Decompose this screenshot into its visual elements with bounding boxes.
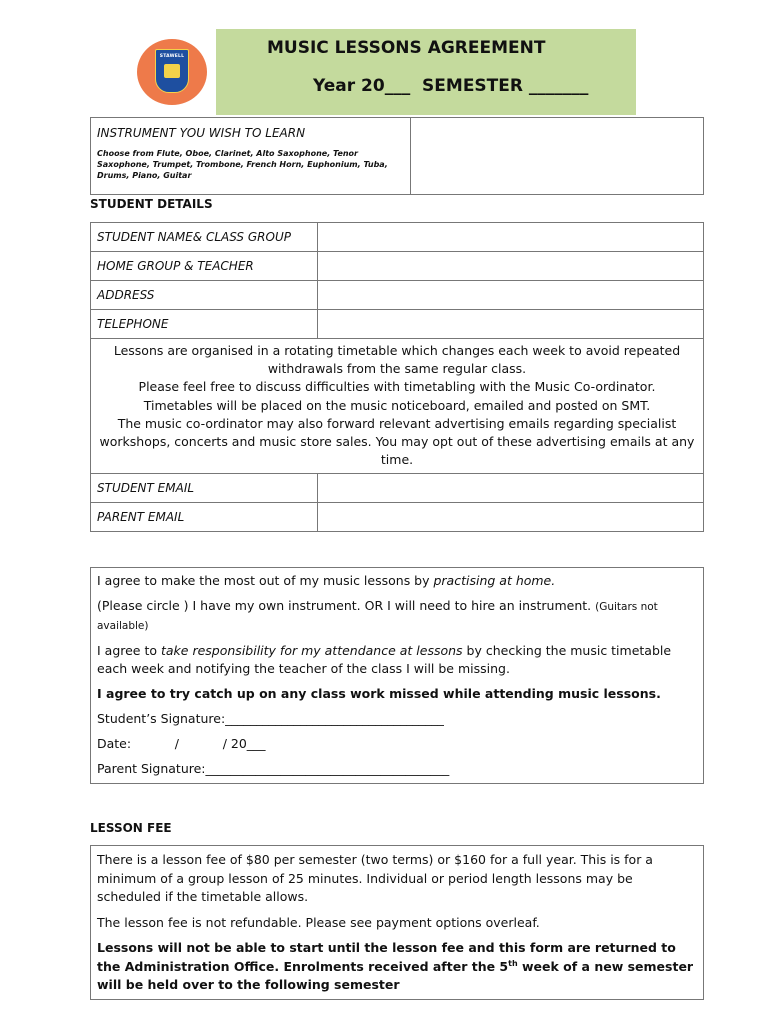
instrument-label: INSTRUMENT YOU WISH TO LEARN — [97, 126, 306, 140]
student-signature-line[interactable]: Student’s Signature:___________________________________ — [97, 711, 444, 726]
telephone-field[interactable] — [318, 310, 704, 339]
row-label: ADDRESS — [91, 281, 318, 310]
agreement-catch-up: I agree to try catch up on any class work missed while attending music lessons. — [97, 686, 661, 701]
parent-email-field[interactable] — [318, 503, 704, 532]
instrument-table — [90, 117, 704, 195]
instrument-input-cell[interactable] — [411, 118, 704, 195]
instrument-options: Choose from Flute, Oboe, Clarinet, Alto Saxophone, Tenor Saxophone, Trumpet, Trombone, French Horn, Euphonium, Tuba, Drums, Piano, Guitar — [97, 149, 388, 180]
lesson-fee-box — [90, 845, 704, 1000]
instrument-label-cell — [91, 118, 411, 195]
page-title: MUSIC LESSONS AGREEMENT — [267, 38, 546, 58]
student-name-field[interactable] — [318, 223, 704, 252]
student-details-table — [90, 222, 704, 532]
info-line: Timetables will be placed on the music noticeboard, emailed and posted on SMT. — [143, 397, 651, 413]
row-label: TELEPHONE — [91, 310, 318, 339]
address-field[interactable] — [318, 281, 704, 310]
fee-refund: The lesson fee is not refundable. Please see payment options overleaf. — [97, 914, 540, 930]
student-details-heading: STUDENT DETAILS — [90, 197, 213, 211]
school-logo — [137, 39, 207, 105]
row-label: PARENT EMAIL — [91, 503, 318, 532]
agreement-box — [90, 567, 704, 784]
timetable-info — [91, 339, 704, 474]
agreement-attendance: I agree to take responsibility for my attendance at lessons by checking the music timetable each week and notifying the teacher of the class I will be missing. — [97, 643, 672, 676]
year-semester-line: Year 20___ SEMESTER _______ — [313, 76, 589, 96]
parent-signature-line[interactable]: Parent Signature:_______________________________________ — [97, 761, 450, 776]
info-line: Please feel free to discuss difficulties with timetabling with the Music Co-ordinator. — [138, 379, 656, 395]
info-line: Lessons are organised in a rotating timetable which changes each week to avoid repeated withdrawals from the same regular class. — [113, 343, 681, 377]
logo-text: STAWELL — [159, 54, 185, 59]
fee-warning: Lessons will not be able to start until the lesson fee and this form are returned to the Administration Office. Enrolments received after the 5th week of a new semester will be held over to the following semester — [97, 940, 694, 992]
title-banner — [216, 29, 636, 115]
info-line: The music co-ordinator may also forward relevant advertising emails regarding specialist workshops, concerts and music store sales. You may opt out of these advertising emails at any time. — [99, 415, 695, 468]
crest-emblem — [164, 64, 180, 78]
agreement-practise: I agree to make the most out of my music lessons by practising at home. — [97, 573, 556, 588]
row-label: STUDENT EMAIL — [91, 474, 318, 503]
date-line[interactable]: Date: / / 20___ — [97, 736, 266, 751]
student-email-field[interactable] — [318, 474, 704, 503]
fee-details: There is a lesson fee of $80 per semester (two terms) or $160 for a full year. This is for a minimum of a group lesson of 25 minutes. Individual or period length lessons may be scheduled if the timetable allows. — [97, 852, 653, 904]
school-crest — [155, 49, 189, 93]
row-label: HOME GROUP & TEACHER — [91, 252, 318, 281]
lesson-fee-heading: LESSON FEE — [90, 821, 172, 835]
agreement-instrument: (Please circle ) I have my own instrument. OR I will need to hire an instrument. (Guitars not available) — [97, 598, 658, 632]
row-label: STUDENT NAME& CLASS GROUP — [91, 223, 318, 252]
home-group-field[interactable] — [318, 252, 704, 281]
